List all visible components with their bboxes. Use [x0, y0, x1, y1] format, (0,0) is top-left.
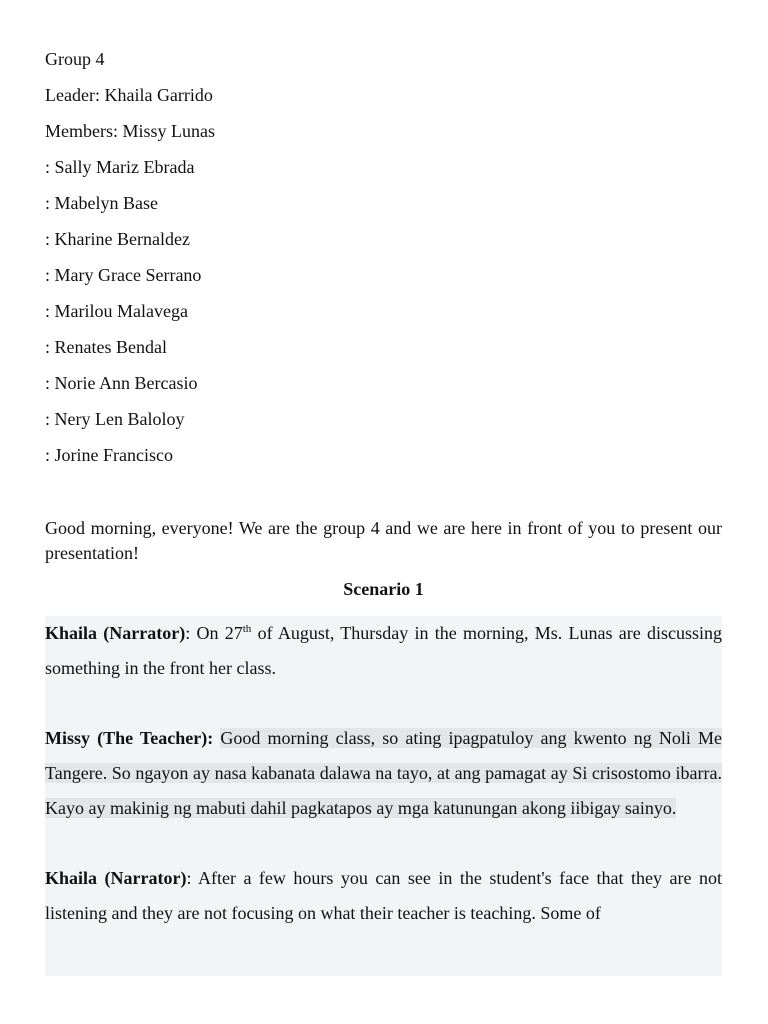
member-item: : Norie Ann Bercasio: [45, 373, 198, 393]
member-item: : Marilou Malavega: [45, 301, 188, 321]
member-item: : Mary Grace Serrano: [45, 265, 202, 285]
members-line: Members: Missy Lunas: [45, 121, 215, 141]
speaker-label: Missy (The Teacher):: [45, 728, 214, 748]
script-block: [45, 616, 722, 976]
group-label: Group 4: [45, 49, 105, 69]
member-item: : Renates Bendal: [45, 337, 167, 357]
speaker-label: Khaila (Narrator): [45, 623, 186, 643]
highlighted-dialogue: Good morning class, so ating ipagpatuloy ang kwento ng Noli Me Tangere. So ngayon ay nasa kabanata dalawa na tayo, at ang pamagat ay Si crisostomo ibarra. Kayo ay makinig ng mabuti dahil pagkatapos ay mga katunungan akong iibigay sainyo.: [45, 728, 723, 818]
narrator-paragraph-2: Khaila (Narrator): After a few hours you can see in the student's face that they are not listening and they are not focusing on what their teacher is teaching. Some of: [45, 868, 722, 923]
teacher-paragraph: [45, 721, 722, 826]
scenario-title: Scenario 1: [343, 579, 424, 599]
member-item: : Nery Len Baloloy: [45, 409, 185, 429]
intro-paragraph: Good morning, everyone! We are the group 4 and we are here in front of you to present our presentation!: [45, 518, 722, 563]
leader-line: Leader: Khaila Garrido: [45, 85, 213, 105]
member-item: : Jorine Francisco: [45, 445, 173, 465]
member-item: : Mabelyn Base: [45, 193, 158, 213]
ordinal-suffix: th: [242, 623, 252, 635]
narrator-paragraph-1: Khaila (Narrator): On 27th of August, Thursday in the morning, Ms. Lunas are discussing something in the front her class.: [45, 623, 723, 678]
member-item: : Kharine Bernaldez: [45, 229, 190, 249]
member-item: : Sally Mariz Ebrada: [45, 157, 195, 177]
speaker-label: Khaila (Narrator): [45, 868, 187, 888]
